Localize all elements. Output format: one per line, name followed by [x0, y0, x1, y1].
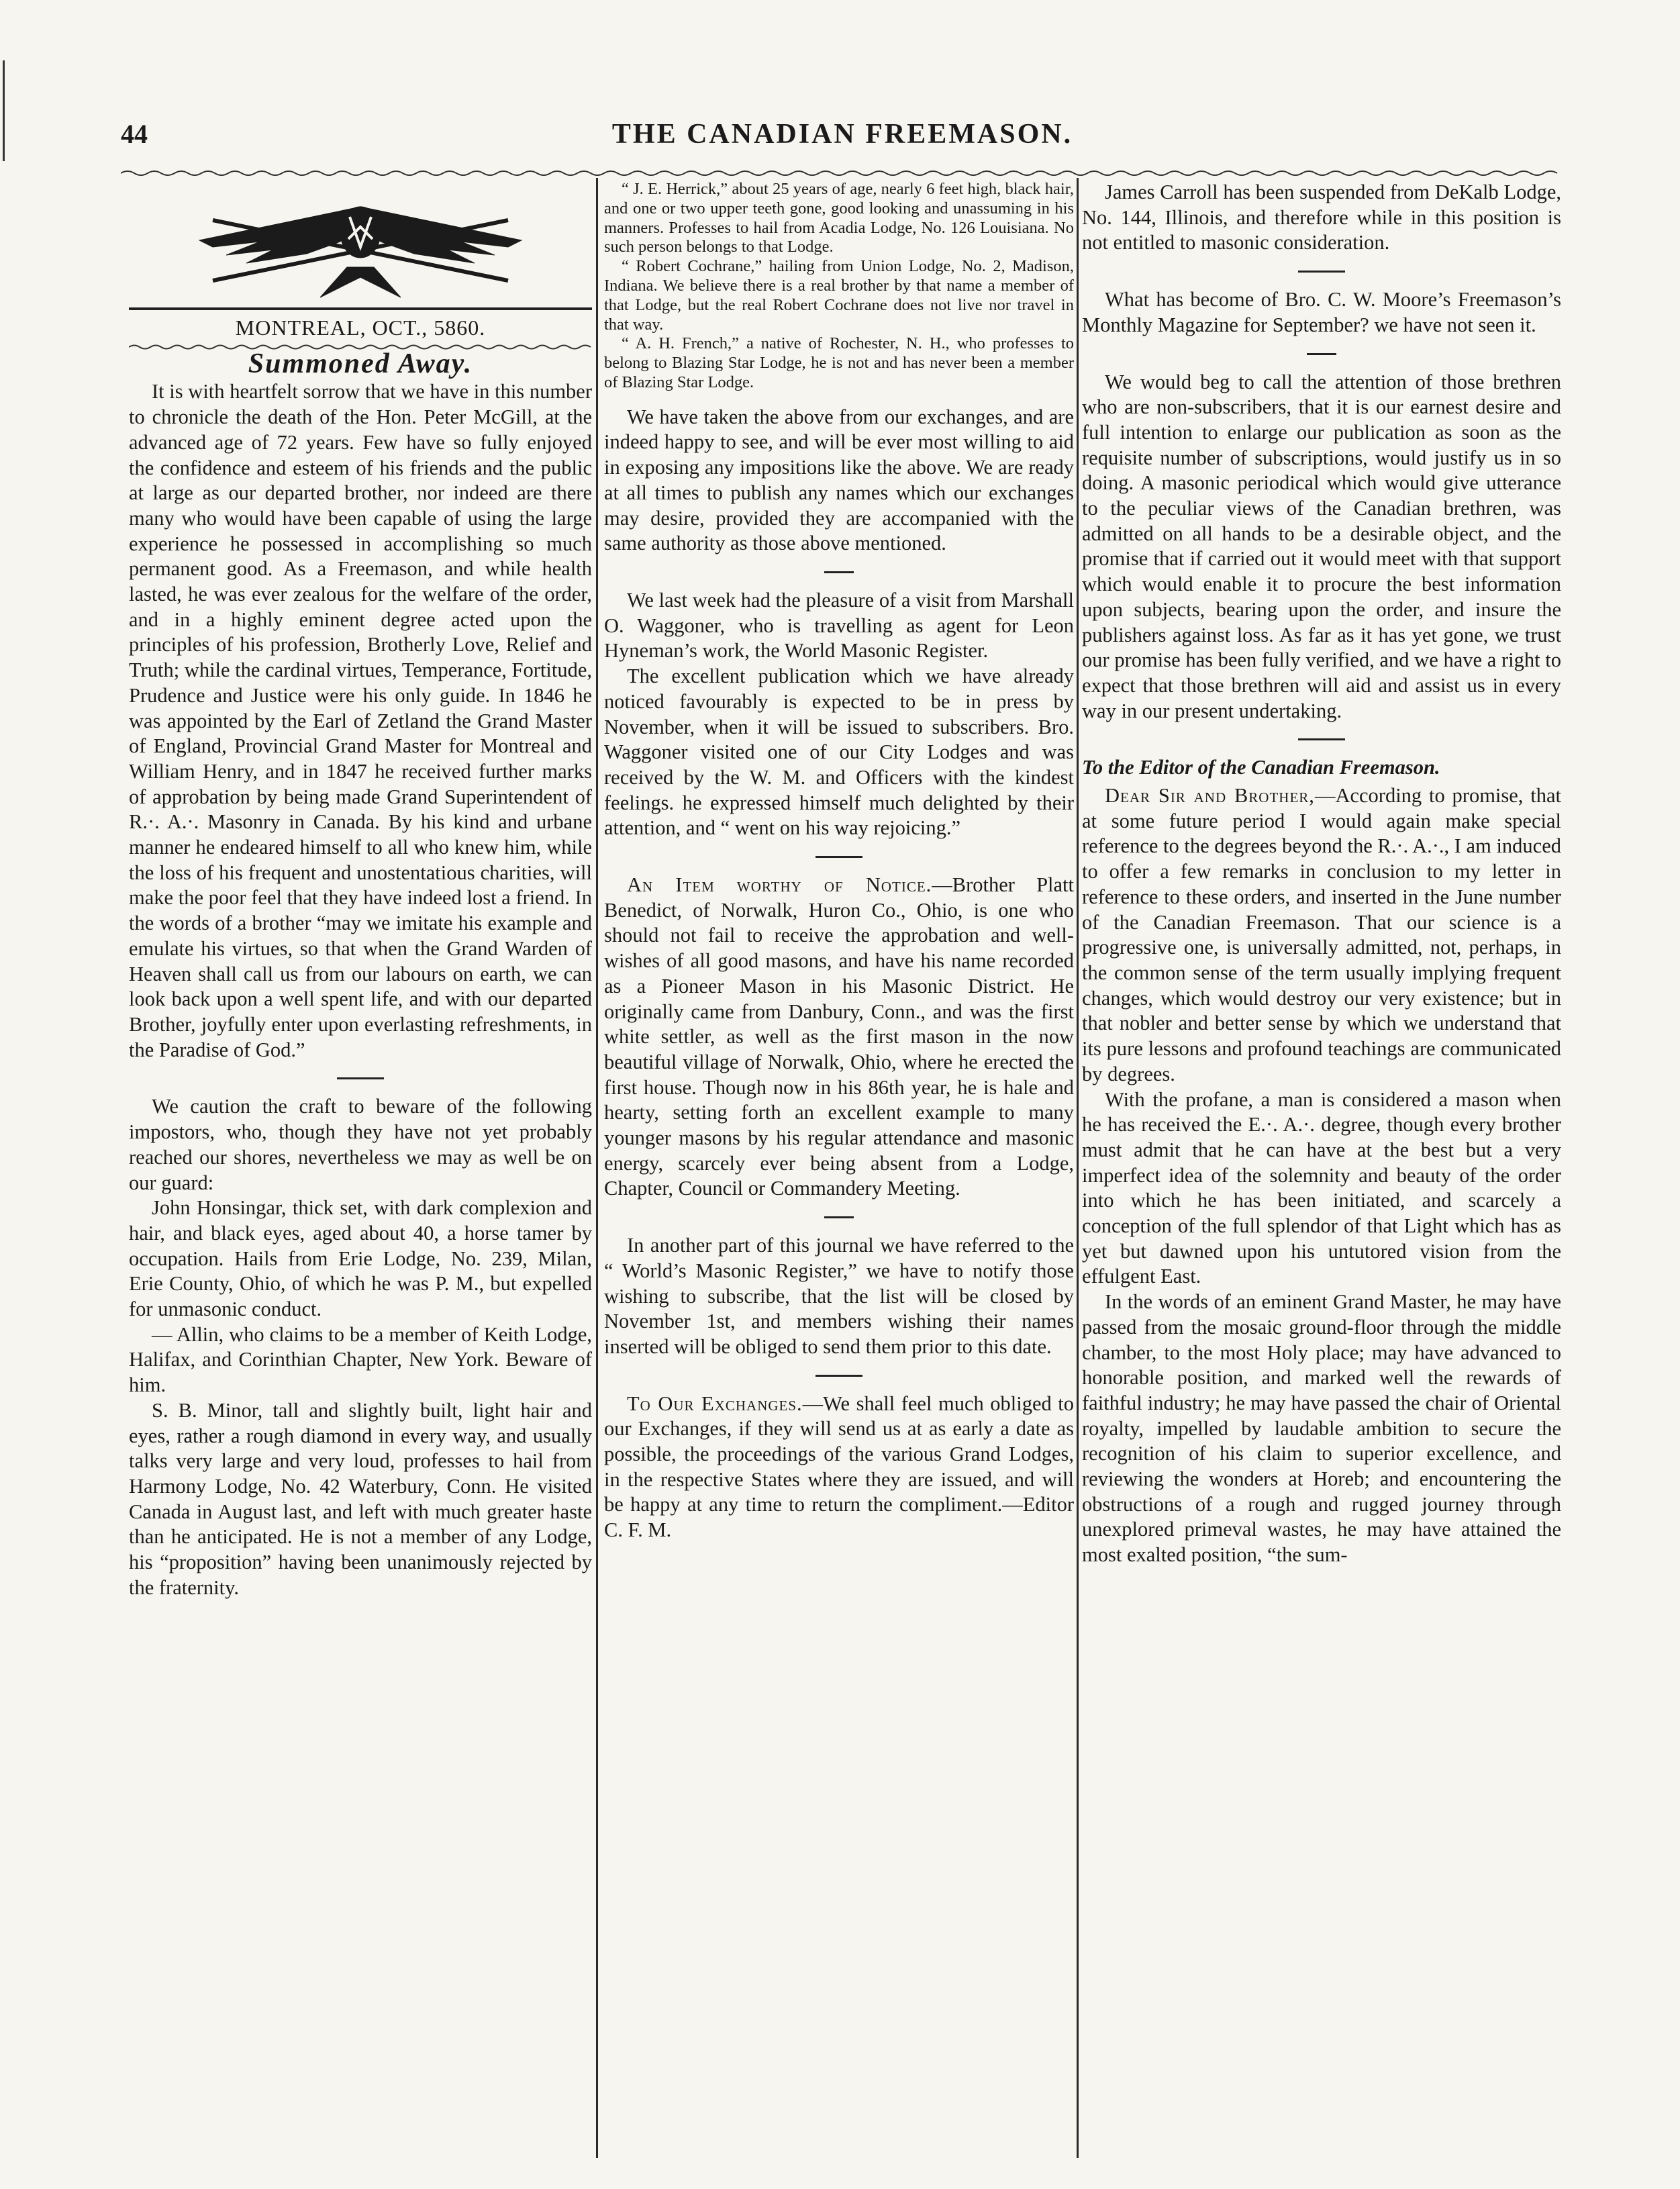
exchanges-body: —We shall feel much obliged to our Exchanges, if they will send us at as early a date as possible, the proceedings of the various Grand Lodges, in the respective States where they are issued, and will be happy at any time to return the compliment.—Editor C. F. M. [604, 1392, 1075, 1542]
letter-body: —According to promise, that at some future period I would again make special reference to the degrees beyond the R.·. A.·., I am induced to offer a few remarks in conclusion to my letter in reference to these orders, and inserted in the June number of the Canadian Freemason. That our science is a progressive one, is universally admitted, not, perhaps, in the common sense of the term usually implying frequent changes, which would destroy our very existence; but in that nobler and better sense by which we understand that its pure lessons and profound teachings are communicated by degrees. [1082, 784, 1561, 1085]
impostor-entry: John Honsingar, thick set, with dark complexion and hair, and black eyes, aged about 40, a horse tamer by occupation. Hails from Erie Lodge, No. 239, Milan, Erie County, Ohio, of which he was P. M., but expelled for unmasonic conduct. [129, 1196, 592, 1321]
column-rule-1 [596, 178, 598, 2158]
column-2 [604, 180, 1074, 1543]
separator [816, 856, 862, 858]
item-body: —Brother Platt Benedict, of Norwalk, Huron Co., Ohio, is one who should not fail to receive the approbation and well-wishes of all good masons, and have his name recorded as a Pioneer Mason in his Masonic District. He originally came from Danbury, Conn., and was the first white settler, as well as the first mason in the now beautiful village of Norwalk, Ohio, where he erected the first house. Though now in his 86th year, he is hale and hearty, setting forth an excellent example to many younger masons by his regular attendance and masonic energy, scarcely ever being absent from a Lodge, Chapter, Council or Commandery Meeting. [604, 873, 1074, 1200]
impostor-entry: “ A. H. French,” a native of Rochester, N. H., who professes to belong to Blazing Star Lodge, he is not and has never been a member of Blazing Star Lodge. [604, 334, 1074, 391]
page-header [121, 113, 1564, 166]
square-compasses-spread-eagle-icon [186, 180, 535, 301]
separator [824, 571, 854, 573]
impostor-caution: We caution the craft to beware of the following impostors, who, though they have not yet probably reached our shores, nevertheless we may as well be on our guard: [129, 1095, 592, 1194]
letter-paragraph: In the words of an eminent Grand Master, he may have passed from the mosaic ground-floor through the middle chamber, to the most Holy place; may have advanced to honorable position, and marked well the rewards of faithful industry; he may have passed the chair of Oriental royalty, impelled by laudable ambition to secure the recognition of his claim to superior excellence, and reviewing the wonders at Horeb; and encountering the obstructions of a rough and rugged journey through unexplored primeval wastes, he may have attained the most exalted position, “the sum- [1082, 1290, 1561, 1567]
page-number: 44 [121, 119, 148, 149]
visit-paragraph: We last week had the pleasure of a visit from Marshall O. Waggoner, who is travelling as agent for Leon Hyneman’s work, the World Masonic Register. [604, 588, 1074, 663]
separator [337, 1077, 384, 1079]
exchanges-lead: To Our Exchanges. [627, 1392, 803, 1415]
header-wavy-rule [121, 169, 1564, 177]
impostor-entry: “ J. E. Herrick,” about 25 years of age, nearly 6 feet high, black hair, and one or two upper teeth gone, good looking and unassuming in his manners. Professes to hail from Acadia Lodge, No. 126 Louisiana. No such person belongs to that Lodge. [604, 180, 1074, 256]
dateline: MONTREAL, OCT., 5860. [235, 315, 486, 340]
suspension-notice: James Carroll has been suspended from DeKalb Lodge, No. 144, Illinois, and therefore while in this position is not entitled to masonic consideration. [1082, 181, 1561, 254]
running-title: THE CANADIAN FREEMASON. [611, 119, 1073, 150]
article-heading: Summoned Away. [248, 348, 473, 379]
magazine-query: What has become of Bro. C. W. Moore’s Freemason’s Monthly Magazine for September? we have not seen it. [1082, 288, 1561, 336]
separator [1298, 738, 1345, 740]
impostor-entry: “ Robert Cochrane,” hailing from Union Lodge, No. 2, Madison, Indiana. We believe there is a real brother by that name a member of that Lodge, but the real Robert Cochrane does not live nor travel in that way. [604, 257, 1074, 334]
separator [1298, 271, 1345, 273]
impostor-entry: S. B. Minor, tall and slightly built, light hair and eyes, rather a rough diamond in every way, and usually talks very large and very loud, professes to hail from Harmony Lodge, No. 42 Waterbury, Conn. He visited Canada in August last, and left with much greater haste than he anticipated. He is not a member of any Lodge, his “proposition” having been unanimously rejected by the fraternity. [129, 1398, 592, 1599]
exchanges-note: We have taken the above from our exchanges, and are indeed happy to see, and will be ever most willing to aid in exposing any impositions like the above. We are ready at all times to publish any names which our exchanges may desire, provided they are accompanied with the same authority as those above mentioned. [604, 405, 1074, 555]
margin-mark [3, 60, 5, 161]
publication-paragraph: The excellent publication which we have already noticed favourably is expected to be in press by November, when it will be issued to subscribers. Bro. Waggoner visited one of our City Lodges and was received by the W. M. and Officers with the kindest feelings. he expressed himself much delighted by their attention, and “ went on his way rejoicing.” [604, 665, 1074, 840]
letter-paragraph: With the profane, a man is considered a mason when he has received the E.·. A.·. degree, though every brother must admit that he can have at the best but a very imperfect idea of the solemnity and beauty of the order into which he has been initiated, and scarcely a conception of the full splendor of that Light which has as yet but dawned upon his untutored vision from the effulgent East. [1082, 1087, 1561, 1288]
separator [1307, 353, 1336, 355]
column-1 [129, 180, 592, 1600]
item-paragraph [604, 873, 1074, 1202]
masthead-rule [129, 307, 592, 310]
item-lead: An Item worthy of Notice. [627, 873, 932, 897]
letter-paragraph [1082, 783, 1561, 1087]
register-paragraph: In another part of this journal we have referred to the “ World’s Masonic Register,” we have to notify those wishing to subscribe, that the list will be closed by November 1st, and members wishing their names inserted will be obliged to send them prior to this date. [604, 1234, 1074, 1358]
separator [824, 1216, 854, 1218]
letter-heading: To the Editor of the Canadian Freemason. [1082, 756, 1440, 779]
impostor-entry: — Allin, who claims to be a member of Keith Lodge, Halifax, and Corinthian Chapter, New York. Beware of him. [129, 1322, 592, 1397]
separator [816, 1375, 862, 1377]
exchanges-paragraph [604, 1392, 1074, 1543]
column-3 [1082, 180, 1561, 1568]
column-rule-2 [1077, 178, 1079, 2158]
obituary-paragraph: It is with heartfelt sorrow that we have in this number to chronicle the death of the Hon. Peter McGill, at the advanced age of 72 years. Few have so fully enjoyed the confidence and esteem of his friends and the public at large as our departed brother, nor indeed are there many who would have been capable of using the large experience he possessed in accomplishing so much permanent good. As a Freemason, and while health lasted, he was ever zealous for the welfare of the order, and in a highly eminent degree acted upon the principles of his profession, Brotherly Love, Relief and Truth; while the cardinal virtues, Temperance, Fortitude, Prudence and Justice were his only guide. In 1846 he was appointed by the Earl of Zetland the Grand Master of England, Provincial Grand Master for Montreal and William Henry, and in 1847 he received further marks of approbation by being made Grand Superintendent of R.·. A.·. Masonry in Canada. By his kind and urbane manner he endeared himself to all who knew him, while the loss of his frequent and unostentatious charities, will make the poor feel that they have indeed lost a friend. In the words of a brother “may we imitate his example and emulate his virtues, so that when the Grand Warden of Heaven shall call us from our labours on earth, we can look back upon a well spent life, and with our departed Brother, joyfully enter upon everlasting refreshments, in the Paradise of God.” [129, 380, 592, 1061]
impostor-list-small [604, 180, 1074, 393]
subscription-appeal: We would beg to call the attention of those brethren who are non-subscribers, that it is our earnest desire and full intention to enlarge our publication as soon as the requisite number of subscriptions, would justify us in so doing. A masonic periodical which would give utterance to the peculiar views of the Canadian brethren, was admitted on all hands to be a desirable object, and the promise that if carried out it would meet with that support which would enable it to procure the best information upon subjects, bearing upon the order, and insure the publishers against loss. As far as it has yet gone, we trust our promise has been fully verified, and we have a right to expect that those brethren will aid and assist us in every way in our present undertaking. [1082, 370, 1561, 722]
salutation: Dear Sir and Brother, [1105, 784, 1315, 808]
